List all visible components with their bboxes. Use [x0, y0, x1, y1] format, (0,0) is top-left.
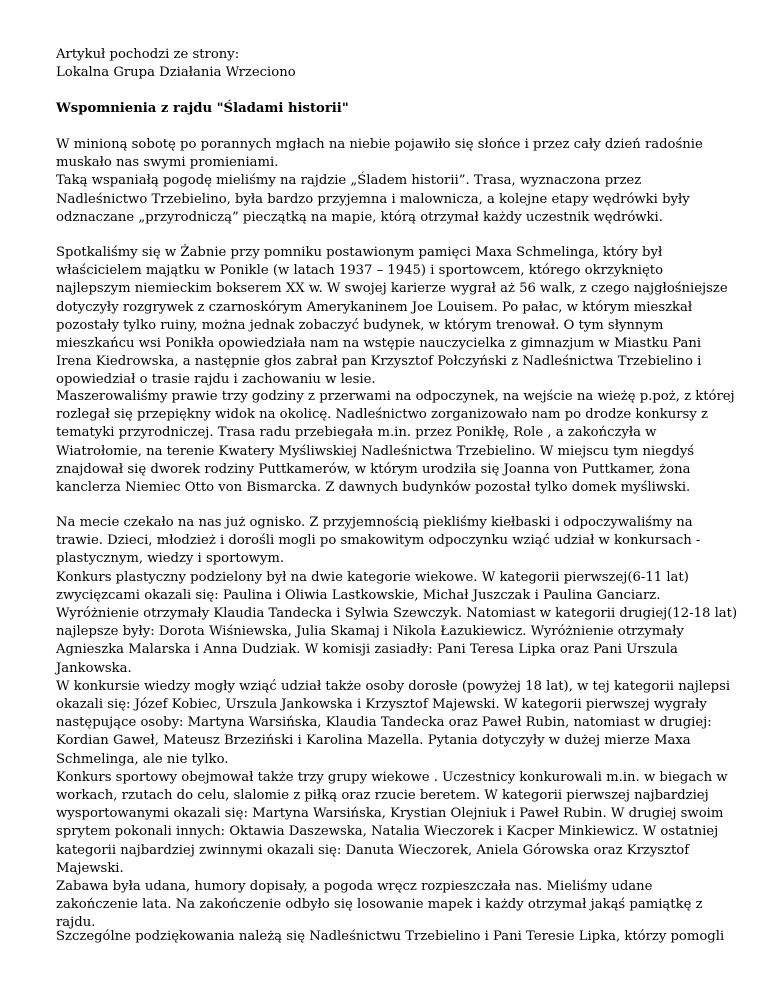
- text-line: następujące osoby: Martyna Warsińska, Klaudia Tandecka oraz Paweł Rubin, natomiast w drugiej:: [56, 715, 712, 731]
- source-note: [56, 46, 716, 82]
- text-line: dotyczyły rozgrywek z czarnoskórym Amerykaninem Joe Louisem. Po pałac, w którym mieszkał: [56, 299, 693, 315]
- paragraph-5: [56, 928, 725, 946]
- text-line: Wiatrołomie, na terenie Kwatery Myśliwskiej Nadleśnictwa Trzebielino. W miejscu tym niegdyś: [56, 443, 695, 459]
- text-line: wysportowanymi okazali się: Martyna Warsińska, Krystian Olejniuk i Paweł Rubin. W drugiej swoim: [56, 806, 724, 822]
- text-line: Kordian Gaweł, Mateusz Brzeziński i Karolina Mazella. Pytania dotyczyły w dużej mierze Maxa: [56, 733, 691, 749]
- text-line: rozlegał się przepiękny widok na okolicę. Nadleśnictwo zorganizowało nam po drodze konkursy z: [56, 407, 708, 423]
- paragraph-2: [56, 244, 728, 390]
- text-line: tematyki przyrodniczej. Trasa radu przebiegała m.in. przez Ponikłę, Role , a zakończyła w: [56, 425, 657, 441]
- text-line: zwycięzcami okazali się: Paulina i Oliwia Lastkowskie, Michał Juszczak i Paulina Ganciarz.: [56, 587, 661, 603]
- text-line: muskało nas swymi promieniami.: [56, 155, 279, 171]
- text-line: plastycznym, wiedzy i sportowym.: [56, 551, 285, 567]
- source-label: Artykuł pochodzi ze strony:: [56, 47, 240, 62]
- text-line: kanclerza Niemiec Otto von Bismarcka. Z dawnych budynków pozostał tylko domek myśliwski.: [56, 480, 691, 496]
- text-line: Wyróżnienie otrzymały Klaudia Tandecka i Sylwia Szewczyk. Natomiast w kategorii drugiej(12-18 lat): [56, 606, 738, 622]
- text-line: Spotkaliśmy się w Żabnie przy pomniku postawionym pamięci Maxa Schmelinga, który był: [56, 245, 663, 260]
- text-line: Konkurs sportowy obejmował także trzy grupy wiekowe . Uczestnicy konkurowali m.in. w biegach w: [56, 769, 728, 785]
- text-line: Majewski.: [56, 860, 124, 876]
- text-line: znajdował się dworek rodziny Puttkamerów, w którym urodziła się Joanna von Puttkamer, żona: [56, 461, 691, 477]
- text-line: odznaczane „przyrodniczą” pieczątką na mapie, którą otrzymał każdy uczestnik wędrówki.: [56, 209, 663, 225]
- article-title: Wspomnienia z rajdu "Śladami historii": [56, 101, 349, 116]
- text-line: najlepsze były: Dorota Wiśniewska, Julia Skamaj i Nikola Łazukiewicz. Wyróżnienie otrzymały: [56, 624, 684, 640]
- text-line: mieszkańcu wsi Ponikła opowiedziała nam na wstępie nauczycielka z gimnazjum w Miastku Pani: [56, 336, 702, 352]
- text-line: opowiedział o trasie rajdu i zachowaniu w lesie.: [56, 372, 376, 388]
- text-line: sprytem pokonali innych: Oktawia Daszewska, Natalia Wieczorek i Kacper Minkiewicz. W ostatniej: [56, 824, 719, 840]
- text-line: Na mecie czekało na nas już ognisko. Z przyjemnością piekliśmy kiełbaski i odpoczywaliśmy na: [56, 515, 693, 530]
- text-line: Zabawa była udana, humory dopisały, a pogoda wręcz rozpieszczała nas. Mieliśmy udane: [56, 879, 653, 895]
- text-line: Taką wspaniałą pogodę mieliśmy na rajdzie „Śladem historii”. Trasa, wyznaczona przez: [56, 173, 642, 189]
- text-line: Agnieszka Malarska i Anna Dudziak. W komisji zasiadły: Pani Teresa Lipka oraz Pani Urszula: [56, 642, 678, 658]
- paragraph-1: [56, 136, 716, 227]
- text-line: zakończenie lata. Na zakończenie odbyło się losowanie mapek i każdy otrzymał jakąś pamiątkę z: [56, 897, 703, 913]
- text-line: Konkurs plastyczny podzielony był na dwie kategorie wiekowe. W kategorii pierwszej(6-11 lat): [56, 569, 689, 585]
- paragraph-3: [56, 388, 735, 497]
- text-line: Nadleśnictwo Trzebielino, była bardzo przyjemna i malownicza, a kolejne etapy wędrówki były: [56, 191, 690, 207]
- text-line: pozostały tylko ruiny, można jednak zobaczyć budynek, w którym trenował. O tym słynnym: [56, 317, 664, 333]
- text-line: Maszerowaliśmy prawie trzy godziny z przerwami na odpoczynek, na wejście na wieżę p.poż, z której: [56, 389, 735, 404]
- text-line: okazali się: Józef Kobiec, Urszula Jankowska i Krzysztof Majewski. W kategorii pierwszej wygrały: [56, 697, 707, 713]
- text-line: Irena Kiedrowska, a następnie głos zabrał pan Krzysztof Połczyński z Nadleśnictwa Trzebielino i: [56, 354, 702, 370]
- text-line: W minioną sobotę po porannych mgłach na niebie pojawiło się słońce i przez cały dzień radośnie: [56, 137, 703, 152]
- text-line: Jankowska.: [56, 660, 132, 676]
- text-line: rajdu.: [56, 915, 96, 931]
- text-line: właścicielem majątku w Ponikle (w latach 1937 – 1945) i sportowcem, którego okrzyknięto: [56, 263, 664, 279]
- text-line: kategorii najbardziej zwinnymi okazali się: Danuta Wieczorek, Aniela Górowska oraz Krzysztof: [56, 842, 690, 858]
- source-organization: Lokalna Grupa Działania Wrzeciono: [56, 65, 296, 81]
- text-line: najlepszym niemieckim bokserem XX w. W swojej karierze wygrał aż 56 walk, z czego najgłośniejsze: [56, 281, 728, 297]
- text-line: trawie. Dzieci, młodzież i dorośli mogli po smakowitym odpoczynku wziąć udział w konkursach -: [56, 533, 701, 549]
- text-line: Schmelinga, ale nie tylko.: [56, 751, 229, 767]
- text-line: Szczególne podziękowania należą się Nadleśnictwu Trzebielino i Pani Teresie Lipka, którzy pomogli: [56, 929, 725, 944]
- text-line: W konkursie wiedzy mogły wziąć udział także osoby dorosłe (powyżej 18 lat), w tej kategorii najlepsi: [56, 678, 731, 694]
- text-line: workach, rzutach do celu, slalomie z piłką oraz rzucie beretem. W kategorii pierwszej najbardziej: [56, 788, 709, 804]
- paragraph-4: [56, 514, 738, 933]
